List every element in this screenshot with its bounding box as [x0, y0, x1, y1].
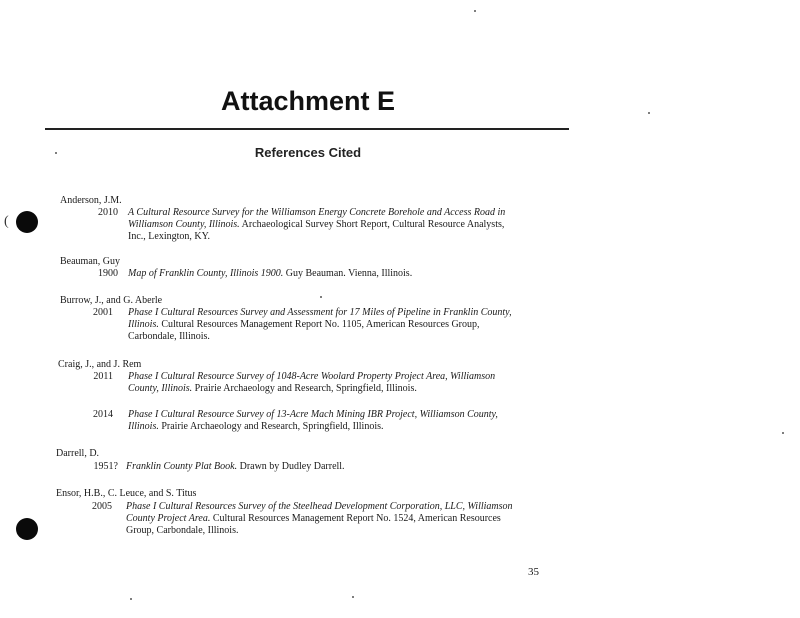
reference-year: 2010 — [98, 207, 118, 218]
scan-speck — [55, 152, 57, 154]
reference-publisher: Drawn by Dudley Darrell. — [239, 461, 345, 472]
reference-title: Franklin County Plat Book. — [126, 461, 238, 472]
reference-publisher-cont: Inc., Lexington, KY. — [128, 231, 211, 242]
reference-year: 2001 — [93, 307, 113, 318]
reference-author: Darrell, D. — [56, 448, 100, 459]
margin-mark: ( — [4, 214, 9, 229]
reference-title: Map of Franklin County, Illinois 1900. — [128, 268, 284, 279]
scan-speck — [320, 296, 322, 298]
reference-publisher: Cultural Resources Management Report No. 1105, American Resources Group, — [161, 319, 480, 330]
reference-title: Phase I Cultural Resources Survey and Assessment for 17 Miles of Pipeline in Franklin County, — [128, 307, 512, 318]
reference-title: Phase I Cultural Resource Survey of 13-Acre Mach Mining IBR Project, Williamson County, — [128, 409, 498, 420]
reference-publisher: Prairie Archaeology and Research, Springfield, Illinois. — [194, 383, 417, 394]
scan-speck — [352, 596, 354, 598]
reference-author: Ensor, H.B., C. Leuce, and S. Titus — [56, 488, 197, 499]
reference-title-cont: Illinois. — [128, 319, 159, 330]
reference-title: A Cultural Resource Survey for the Williamson Energy Concrete Borehole and Access Road in — [128, 207, 506, 218]
reference-publisher-cont: Carbondale, Illinois. — [128, 331, 210, 342]
page-title: Attachment E — [220, 86, 396, 116]
reference-author: Craig, J., and J. Rem — [58, 359, 142, 370]
reference-author: Beauman, Guy — [60, 256, 120, 267]
reference-author: Burrow, J., and G. Aberle — [60, 295, 163, 306]
title-divider — [45, 128, 569, 130]
binder-hole-icon — [16, 211, 38, 233]
reference-publisher-cont: Group, Carbondale, Illinois. — [126, 525, 239, 536]
section-heading: References Cited — [254, 145, 362, 160]
binder-hole-icon — [16, 518, 38, 540]
reference-text — [126, 461, 538, 473]
reference-text — [128, 371, 540, 395]
reference-text — [126, 501, 546, 537]
reference-title-cont: County, Illinois. — [128, 383, 193, 394]
scan-speck — [130, 598, 132, 600]
reference-publisher: Cultural Resources Management Report No. 1524, American Resources — [212, 513, 501, 524]
reference-year: 2011 — [93, 371, 113, 382]
reference-title: Phase I Cultural Resource Survey of 1048-Acre Woolard Property Project Area, Williamson — [128, 371, 496, 382]
reference-year: 2005 — [92, 501, 112, 512]
reference-publisher: Prairie Archaeology and Research, Springfield, Illinois. — [161, 421, 384, 432]
reference-publisher: Archaeological Survey Short Report, Cultural Resource Analysts, — [241, 219, 505, 230]
reference-publisher: Guy Beauman. Vienna, Illinois. — [285, 268, 413, 279]
reference-text — [128, 268, 540, 280]
reference-year: 2014 — [93, 409, 113, 420]
reference-text — [128, 409, 540, 433]
reference-text — [128, 207, 540, 243]
reference-year: 1951? — [93, 461, 118, 472]
reference-title-cont: County Project Area. — [126, 513, 211, 524]
page-number: 35 — [528, 566, 539, 578]
scan-speck — [474, 10, 476, 12]
reference-title-cont: Williamson County, Illinois. — [128, 219, 240, 230]
reference-title-cont: Illinois. — [128, 421, 159, 432]
reference-title: Phase I Cultural Resources Survey of the Steelhead Development Corporation, LLC, Williamson — [126, 501, 513, 512]
reference-author: Anderson, J.M. — [60, 195, 122, 206]
reference-text — [128, 307, 540, 343]
reference-year: 1900 — [98, 268, 118, 279]
scan-speck — [648, 112, 650, 114]
scan-speck — [782, 432, 784, 434]
